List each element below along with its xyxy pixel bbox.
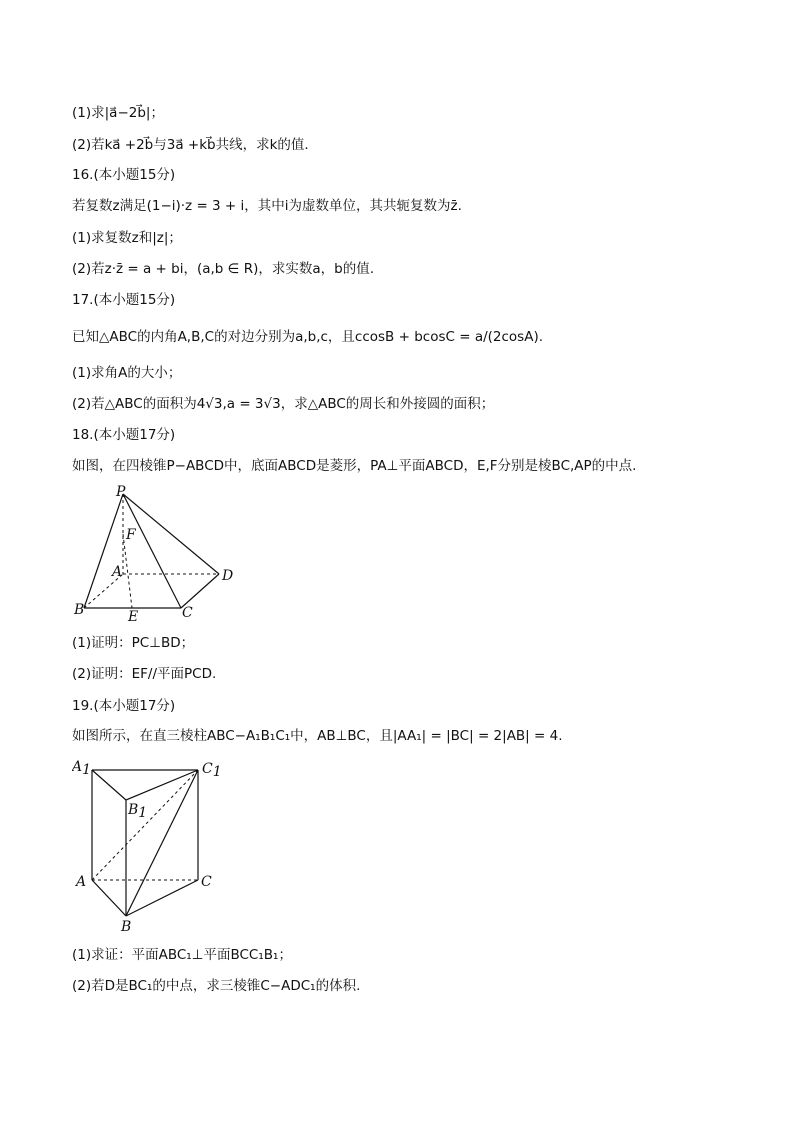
edge-A1B1 (92, 770, 126, 800)
q15-part1: (1)求|a⃗−2b⃗|； (72, 105, 164, 121)
label-A: A (76, 874, 87, 890)
q16-part2: (2)若z·z̄ = a + bi，(a,b ∈ R)，求实数a，b的值. (72, 261, 374, 277)
q15-part2: (2)若ka⃗ +2b⃗与3a⃗ +kb⃗共线，求k的值. (72, 137, 309, 153)
label-B: B (74, 602, 85, 618)
label-B1: B1 (128, 802, 148, 821)
q18-heading: 18.(本小题17分) (72, 427, 176, 443)
q17-stem: 已知△ABC的内角A,B,C的对边分别为a,b,c，且ccosB + bcosC = a/(2cosA). (72, 329, 544, 345)
prism-figure (72, 756, 232, 934)
edge-CD (181, 574, 219, 608)
q18-part1: (1)证明：PC⊥BD； (72, 635, 195, 651)
label-C: C (201, 874, 212, 890)
label-C: C (182, 605, 193, 621)
q17-part2: (2)若△ABC的面积为4√3,a = 3√3，求△ABC的周长和外接圆的面积； (72, 396, 495, 412)
edge-B1C1 (126, 770, 198, 800)
edge-BC (126, 880, 198, 916)
diagonal-AC1 (92, 770, 198, 880)
q17-heading: 17.(本小题15分) (72, 292, 176, 308)
edge-PC (123, 494, 181, 608)
q18-part2: (2)证明：EF//平面PCD. (72, 666, 217, 682)
label-B: B (121, 919, 132, 934)
q19-stem: 如图所示，在直三棱柱ABC−A₁B₁C₁中，AB⊥BC，且|AA₁| = |BC| = 2|AB| = 4. (72, 728, 563, 744)
edge-AB (92, 880, 126, 916)
q19-part1: (1)求证：平面ABC₁⊥平面BCC₁B₁； (72, 947, 292, 963)
q16-part1: (1)求复数z和|z|； (72, 230, 182, 246)
q19-part2: (2)若D是BC₁的中点，求三棱锥C−ADC₁的体积. (72, 978, 361, 994)
q17-part1: (1)求角A的大小； (72, 365, 182, 381)
edge-PD (123, 494, 219, 574)
label-F: F (126, 527, 136, 543)
q16-heading: 16.(本小题15分) (72, 167, 176, 183)
segment-EF (123, 534, 132, 608)
q16-stem: 若复数z满足(1−i)·z = 3 + i，其中i为虚数单位，其共轭复数为z̄. (72, 198, 462, 214)
diagonal-BC1 (126, 770, 198, 916)
label-D: D (222, 568, 234, 584)
pyramid-figure (72, 484, 242, 624)
label-C1: C1 (202, 761, 222, 780)
label-A: A (112, 564, 123, 580)
label-A1: A1 (72, 759, 92, 778)
label-P: P (116, 484, 126, 500)
q18-stem: 如图，在四棱锥P−ABCD中，底面ABCD是菱形，PA⊥平面ABCD，E,F分别是棱BC,AP的中点. (72, 458, 637, 474)
q19-heading: 19.(本小题17分) (72, 698, 176, 714)
label-E: E (128, 609, 139, 624)
